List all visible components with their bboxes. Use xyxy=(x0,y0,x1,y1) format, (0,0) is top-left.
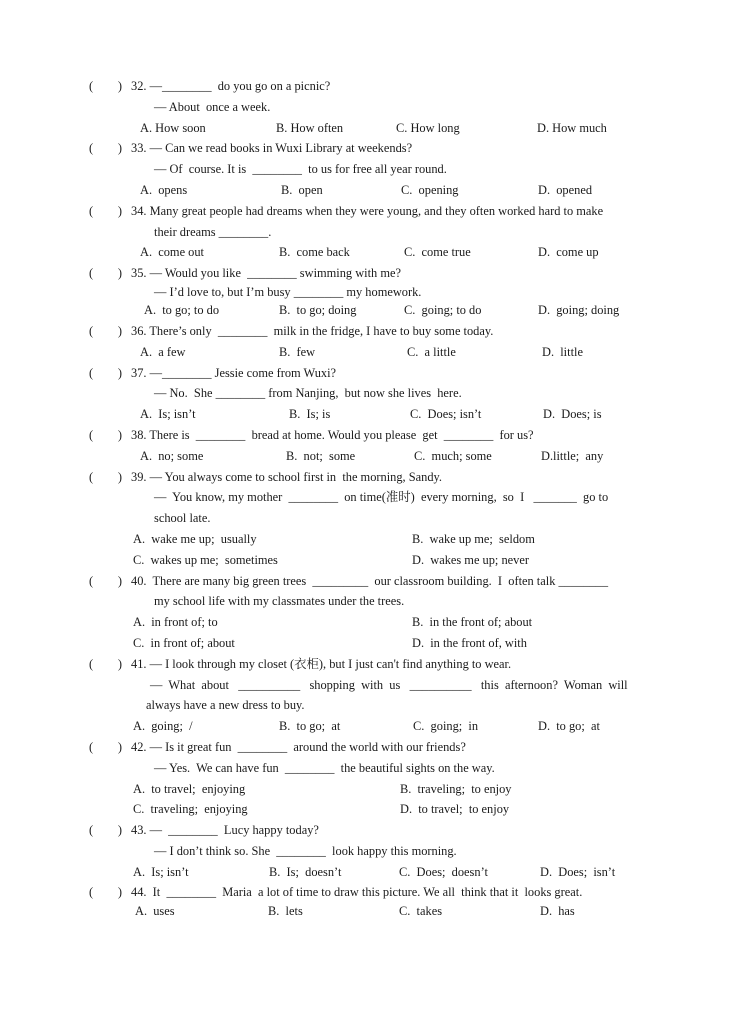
question-40-option-c: C. in front of; about xyxy=(133,636,235,650)
question-36-stem: 36. There’s only ________ milk in the fridge, I have to buy some today. xyxy=(131,324,494,338)
question-42-reply: — Yes. We can have fun ________ the beautiful sights on the way. xyxy=(154,761,495,775)
question-43-option-b: B. Is; doesn’t xyxy=(269,865,342,879)
question-41-reply: — What about __________ shopping with us __________ this afternoon? Woman will xyxy=(150,678,628,692)
answer-blank-41[interactable]: ( ) xyxy=(89,657,123,671)
question-44-stem: 44. It ________ Maria a lot of time to draw this picture. We all think that it looks great. xyxy=(131,885,583,899)
question-34-option-a: A. come out xyxy=(140,245,205,259)
question-41-reply-cont: always have a new dress to buy. xyxy=(146,698,305,712)
answer-blank-39[interactable]: ( ) xyxy=(89,470,123,484)
answer-blank-35[interactable]: ( ) xyxy=(89,266,123,280)
question-43-option-d: D. Does; isn’t xyxy=(540,865,616,879)
question-37-stem: 37. —________ Jessie come from Wuxi? xyxy=(131,366,337,380)
question-39-option-a: A. wake me up; usually xyxy=(133,532,257,546)
answer-blank-33[interactable]: ( ) xyxy=(89,141,123,155)
question-38-stem: 38. There is ________ bread at home. Would you please get ________ for us? xyxy=(131,428,534,442)
question-42-option-b: B. traveling; to enjoy xyxy=(400,782,512,796)
question-35-option-b: B. to go; doing xyxy=(279,303,357,317)
question-41-option-b: B. to go; at xyxy=(279,719,341,733)
question-33-stem: 33. — Can we read books in Wuxi Library at weekends? xyxy=(131,141,413,155)
question-40-option-a: A. in front of; to xyxy=(133,615,218,629)
question-39-option-d: D. wakes me up; never xyxy=(412,553,529,567)
question-34-option-c: C. come true xyxy=(404,245,471,259)
question-35-reply: — I’d love to, but I’m busy ________ my homework. xyxy=(154,285,422,299)
question-40-stem: 40. There are many big green trees _________ our classroom building. I often talk ________ xyxy=(131,574,609,588)
question-34-option-d: D. come up xyxy=(538,245,599,259)
question-38-option-a: A. no; some xyxy=(140,449,204,463)
question-37-option-a: A. Is; isn’t xyxy=(140,407,196,421)
question-36-option-d: D. little xyxy=(542,345,583,359)
question-40-stem-cont: my school life with my classmates under the trees. xyxy=(154,594,405,608)
question-41-option-a: A. going; / xyxy=(133,719,193,733)
answer-blank-38[interactable]: ( ) xyxy=(89,428,123,442)
question-36-option-a: A. a few xyxy=(140,345,186,359)
question-44-option-a: A. uses xyxy=(135,904,175,918)
question-39-option-b: B. wake up me; seldom xyxy=(412,532,535,546)
question-32-option-b: B. How often xyxy=(276,121,344,135)
question-35-option-d: D. going; doing xyxy=(538,303,620,317)
question-36-option-c: C. a little xyxy=(407,345,456,359)
question-32-option-c: C. How long xyxy=(396,121,460,135)
question-32-reply: — About once a week. xyxy=(154,100,271,114)
question-34-stem: 34. Many great people had dreams when they were young, and they often worked hard to make xyxy=(131,204,604,218)
question-32-option-a: A. How soon xyxy=(140,121,206,135)
question-34-stem-cont: their dreams ________. xyxy=(154,225,272,239)
question-43-option-a: A. Is; isn’t xyxy=(133,865,189,879)
question-44-option-d: D. has xyxy=(540,904,575,918)
question-39-reply: — You know, my mother ________ on time(准时) every morning, so I _______ go to xyxy=(154,490,609,504)
question-37-option-c: C. Does; isn’t xyxy=(410,407,482,421)
question-34-option-b: B. come back xyxy=(279,245,350,259)
question-44-option-b: B. lets xyxy=(268,904,303,918)
question-42-option-a: A. to travel; enjoying xyxy=(133,782,246,796)
question-39-reply-cont: school late. xyxy=(154,511,211,525)
question-41-option-d: D. to go; at xyxy=(538,719,600,733)
answer-blank-43[interactable]: ( ) xyxy=(89,823,123,837)
answer-blank-36[interactable]: ( ) xyxy=(89,324,123,338)
question-38-option-c: C. much; some xyxy=(414,449,492,463)
question-37-reply: — No. She ________ from Nanjing, but now she lives here. xyxy=(154,386,462,400)
question-38-option-b: B. not; some xyxy=(286,449,356,463)
question-40-option-d: D. in the front of, with xyxy=(412,636,527,650)
answer-blank-37[interactable]: ( ) xyxy=(89,366,123,380)
question-33-option-b: B. open xyxy=(281,183,323,197)
question-32-option-d: D. How much xyxy=(537,121,607,135)
question-37-option-b: B. Is; is xyxy=(289,407,331,421)
question-42-stem: 42. — Is it great fun ________ around the world with our friends? xyxy=(131,740,466,754)
question-35-option-a: A. to go; to do xyxy=(144,303,220,317)
question-44-option-c: C. takes xyxy=(399,904,443,918)
question-42-option-c: C. traveling; enjoying xyxy=(133,802,248,816)
question-33-option-c: C. opening xyxy=(401,183,459,197)
question-41-option-c: C. going; in xyxy=(413,719,479,733)
question-33-option-a: A. opens xyxy=(140,183,188,197)
answer-blank-42[interactable]: ( ) xyxy=(89,740,123,754)
answer-blank-32[interactable]: ( ) xyxy=(89,79,123,93)
question-39-option-c: C. wakes up me; sometimes xyxy=(133,553,278,567)
question-43-option-c: C. Does; doesn’t xyxy=(399,865,488,879)
question-38-option-d: D.little; any xyxy=(541,449,604,463)
question-41-stem: 41. — I look through my closet (衣柜), but I just can't find anything to wear. xyxy=(131,657,512,671)
answer-blank-34[interactable]: ( ) xyxy=(89,204,123,218)
question-35-option-c: C. going; to do xyxy=(404,303,482,317)
question-33-option-d: D. opened xyxy=(538,183,593,197)
question-39-stem: 39. — You always come to school first in the morning, Sandy. xyxy=(131,470,443,484)
question-43-stem: 43. — ________ Lucy happy today? xyxy=(131,823,319,837)
question-36-option-b: B. few xyxy=(279,345,316,359)
question-43-reply: — I don’t think so. She ________ look happy this morning. xyxy=(154,844,457,858)
question-35-stem: 35. — Would you like ________ swimming with me? xyxy=(131,266,401,280)
question-33-reply: — Of course. It is ________ to us for free all year round. xyxy=(154,162,447,176)
question-40-option-b: B. in the front of; about xyxy=(412,615,533,629)
question-42-option-d: D. to travel; to enjoy xyxy=(400,802,510,816)
answer-blank-44[interactable]: ( ) xyxy=(89,885,123,899)
answer-blank-40[interactable]: ( ) xyxy=(89,574,123,588)
question-37-option-d: D. Does; is xyxy=(543,407,602,421)
question-32-stem: 32. —________ do you go on a picnic? xyxy=(131,79,331,93)
